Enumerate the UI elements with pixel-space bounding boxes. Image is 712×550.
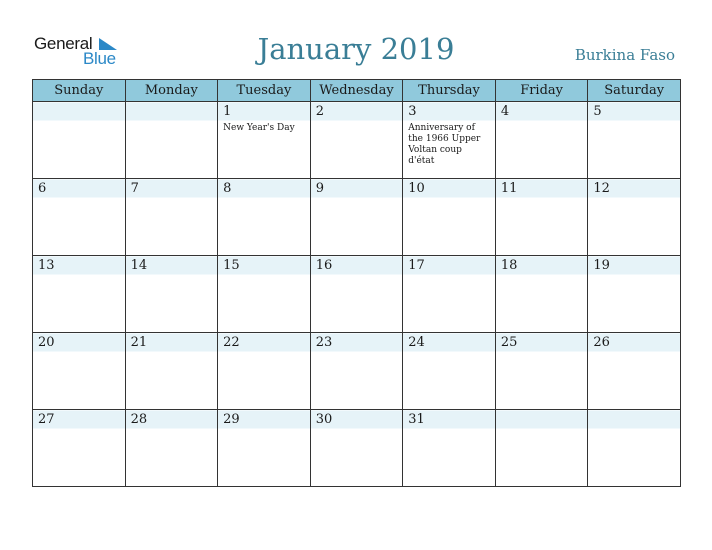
day-number: 12 [593,181,610,196]
day-number: 29 [223,412,240,427]
day-cell [495,333,588,410]
day-number: 3 [408,104,417,119]
day-cell [125,179,218,256]
day-cell [33,333,126,410]
day-number: 25 [500,335,518,350]
day-number [588,410,680,428]
weekday-header: Tuesday [218,80,311,102]
holiday-label: Anniversary of the 1966 Upper Voltan coup d'état [408,123,481,166]
week-row [33,333,681,410]
day-number [496,410,588,428]
day-number: 18 [500,258,518,273]
day-cell [588,410,681,487]
day-number: 10 [408,181,425,196]
day-cell [218,410,311,487]
day-cell [403,410,496,487]
day-number: 17 [408,258,425,273]
day-cell [33,102,126,179]
day-number: 21 [130,335,148,350]
day-number: 26 [593,335,610,350]
calendar-title: January 2019 [257,32,455,66]
day-cell [403,333,496,410]
day-cell [218,102,311,179]
day-number: 31 [408,412,425,427]
day-number: 27 [38,412,55,427]
weekday-header: Monday [125,80,218,102]
day-cell [33,256,126,333]
holiday-label: New Year's Day [223,123,295,133]
day-cell [588,256,681,333]
week-row [33,102,681,179]
day-cell [33,410,126,487]
day-cell [403,102,496,179]
day-number: 14 [130,258,148,273]
day-number: 8 [223,181,232,196]
day-cell [218,179,311,256]
day-number: 6 [38,181,47,196]
day-cell [495,179,588,256]
logo-general-text: General [34,34,93,53]
day-number: 4 [500,104,510,119]
day-number: 11 [500,181,518,196]
day-number: 9 [315,181,324,196]
day-number: 5 [593,104,602,119]
day-number [126,102,218,120]
weekday-header: Friday [495,80,588,102]
weekday-header: Saturday [588,80,681,102]
weekday-header-row [33,80,681,102]
day-cell [403,179,496,256]
day-cell [495,410,588,487]
day-number: 20 [38,335,55,350]
day-cell [310,179,403,256]
week-row [33,179,681,256]
country-label: Burkina Faso [574,46,675,64]
calendar-grid [32,79,681,487]
day-cell [310,333,403,410]
day-number: 24 [408,335,425,350]
day-number: 2 [315,104,324,119]
day-number: 28 [130,412,148,427]
day-cell [403,256,496,333]
week-row [33,410,681,487]
weekday-header: Sunday [33,80,126,102]
logo-blue-text: Blue [83,49,116,68]
day-number: 13 [38,258,55,273]
day-number [33,102,125,120]
day-cell [125,410,218,487]
day-cell [310,410,403,487]
day-number: 7 [130,181,139,196]
day-cell [125,333,218,410]
day-number: 15 [223,258,240,273]
day-number: 1 [223,104,232,119]
day-number: 16 [315,258,333,273]
day-number: 22 [223,335,240,350]
week-row [33,256,681,333]
day-cell [588,102,681,179]
day-number: 30 [315,412,333,427]
weekday-header: Thursday [403,80,496,102]
day-cell [495,102,588,179]
day-cell [588,333,681,410]
day-cell [125,102,218,179]
day-cell [495,256,588,333]
weekday-header: Wednesday [310,80,403,102]
day-number: 19 [593,258,610,273]
day-cell [310,256,403,333]
day-number: 23 [315,335,333,350]
day-cell [588,179,681,256]
day-cell [218,256,311,333]
day-cell [33,179,126,256]
day-cell [218,333,311,410]
day-cell [125,256,218,333]
day-cell [310,102,403,179]
